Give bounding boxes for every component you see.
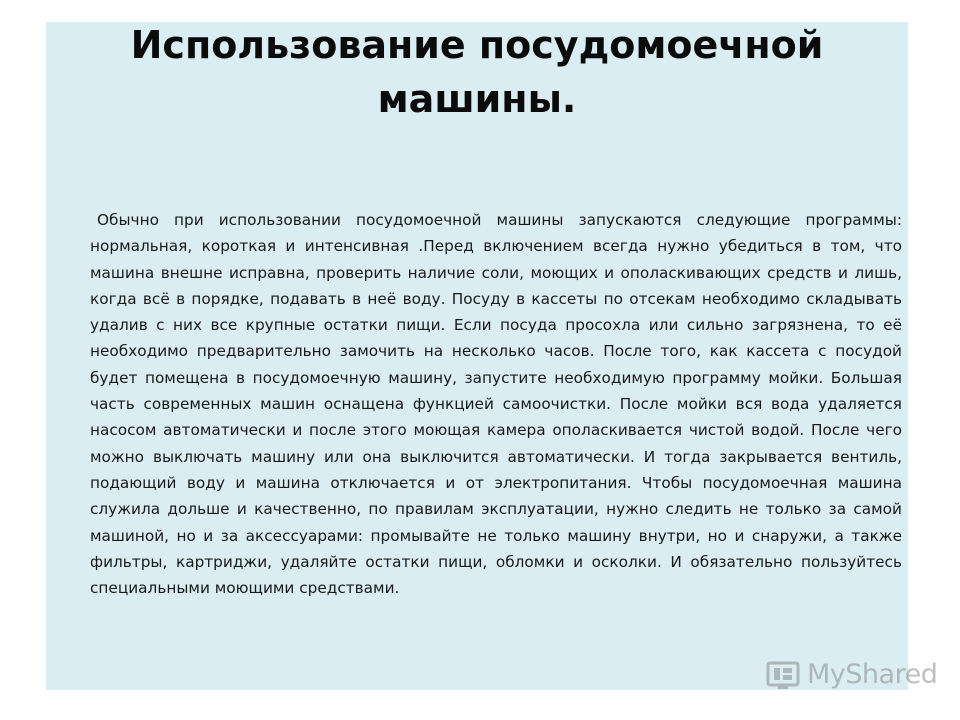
watermark-text: MyShared bbox=[807, 658, 938, 690]
slide-body-text: Обычно при использовании посудомоечной машины запускаются следующие программы: нормальная, короткая и интенсивная .Перед включением всегда нужно убедиться в том, что машина внешне исправна, проверить наличие соли, моющих и ополаскивающих средств и лишь, когда всё в порядке, подавать в неё воду. Посуду в кассеты по отсекам необходимо складывать удалив с них все крупные остатки пищи. Если посуда просохла или сильно загрязнена, то её необходимо предварительно замочить на несколько часов. После того, как кассета с посудой будет помещена в посудомоечную машину, запустите необходимую программу мойки. Большая часть современных машин оснащена функцией самоочистки. После мойки вся вода удаляется насосом автоматически и после этого моющая камера ополаскивается чистой водой. После чего можно выключать машину или она выключится автоматически. И тогда закрывается вентиль, подающий воду и машина отключается и от электропитания. Чтобы посудомоечная машина служила дольше и качественно, по правилам эксплуатации, нужно следить не только за самой машиной, но и за аксессуарами: промывайте не только машину внутри, но и снаружи, а также фильтры, картриджи, удаляйте остатки пищи, обломки и осколки. И обязательно пользуйтесь специальными моющими средствами. bbox=[90, 211, 902, 598]
slide-title: Использование посудомоечной машины. bbox=[130, 23, 824, 121]
myshared-logo-icon bbox=[766, 657, 800, 691]
watermark bbox=[766, 654, 937, 694]
